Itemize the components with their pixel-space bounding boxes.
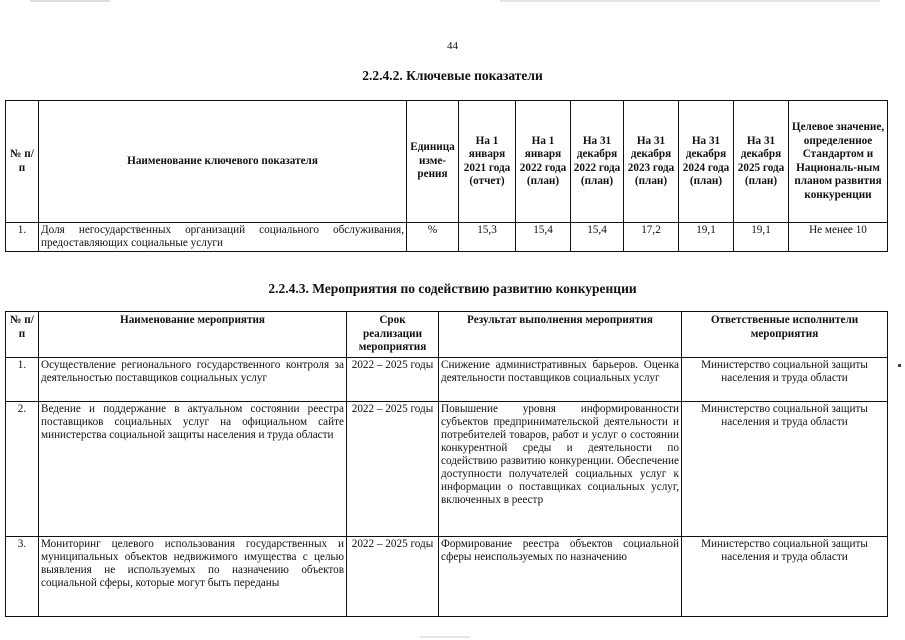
kpi-row-target: Не менее 10 [789, 223, 888, 252]
events-row-name: Осуществление регионального государственного контроля за деятельностью поставщиков социальных услуг [39, 358, 347, 402]
events-header-row [6, 312, 888, 358]
kpi-row-2022-jan: 15,4 [516, 223, 571, 252]
events-row-term: 2022 – 2025 годы [347, 402, 439, 537]
kpi-col-2025: На 31 декабря 2025 года (план) [734, 101, 789, 223]
kpi-row-2021: 15,3 [459, 223, 516, 252]
events-col-num: № п/п [6, 312, 39, 358]
events-row [6, 537, 888, 617]
kpi-row-name: Доля негосударственных организаций социального обслуживания, предоставляющих социальные услуги [39, 223, 407, 252]
events-row [6, 358, 888, 402]
kpi-section-heading: 2.2.4.2. Ключевые показатели [362, 68, 543, 83]
events-row-result: Повышение уровня информированности субъектов предпринимательской деятельности и потребителей товаров, работ и услуг о состоянии конкурентной среды и деятельности по содействию развитию конкуренции. Обеспечение доступности получателей социальных услуг к информации о поставщиках социальных услуг, включенных в реестр [439, 402, 682, 537]
kpi-header-row [6, 101, 888, 223]
events-section-heading: 2.2.4.3. Мероприятия по содействию развитию конкуренции [268, 281, 637, 296]
events-row-name: Мониторинг целевого использования государственных и муниципальных объектов недвижимого имущества с целью выявления не используемых по назначению объектов социальной сферы, которые могут быть переданы [39, 537, 347, 617]
events-row-result: Формирование реестра объектов социальной сферы неиспользуемых по назначению [439, 537, 682, 617]
events-row-num: 1. [6, 358, 39, 402]
events-col-name: Наименование мероприятия [39, 312, 347, 358]
kpi-col-unit: Единица изме-рения [407, 101, 459, 223]
events-col-term: Срок реализации мероприятия [347, 312, 439, 358]
events-row-responsible: Министерство социальной защиты населения и труда области [682, 358, 888, 402]
kpi-col-name: Наименование ключевого показателя [39, 101, 407, 223]
kpi-row [6, 223, 888, 252]
events-row-result: Снижение административных барьеров. Оценка деятельности поставщиков социальных услуг [439, 358, 682, 402]
events-row-responsible: Министерство социальной защиты населения и труда области [682, 537, 888, 617]
kpi-row-2023: 17,2 [624, 223, 679, 252]
events-row-name: Ведение и поддержание в актуальном состоянии реестра поставщиков социальных услуг на официальном сайте министерства социальной защиты населения и труда области [39, 402, 347, 537]
kpi-row-2022-dec: 15,4 [571, 223, 624, 252]
events-col-result: Результат выполнения мероприятия [439, 312, 682, 358]
kpi-col-target: Целевое значение, определенное Стандартом и Националь-ным планом развития конкуренции [789, 101, 888, 223]
events-col-responsible: Ответственные исполнители мероприятия [682, 312, 888, 358]
scan-artifact-side [898, 364, 901, 367]
kpi-col-2021: На 1 января 2021 года (отчет) [459, 101, 516, 223]
scan-artifact-bottom [0, 634, 905, 640]
events-row [6, 402, 888, 537]
kpi-row-2024: 19,1 [679, 223, 734, 252]
events-table [5, 311, 888, 617]
events-row-num: 3. [6, 537, 39, 617]
kpi-table [5, 100, 888, 252]
events-row-num: 2. [6, 402, 39, 537]
scan-artifact-top [0, 0, 905, 6]
page-number: 44 [447, 40, 458, 52]
kpi-row-unit: % [407, 223, 459, 252]
events-row-term: 2022 – 2025 годы [347, 537, 439, 617]
kpi-col-num: № п/п [6, 101, 39, 223]
kpi-col-2024: На 31 декабря 2024 года (план) [679, 101, 734, 223]
events-row-responsible: Министерство социальной защиты населения и труда области [682, 402, 888, 537]
kpi-row-num: 1. [6, 223, 39, 252]
events-row-term: 2022 – 2025 годы [347, 358, 439, 402]
kpi-row-2025: 19,1 [734, 223, 789, 252]
kpi-col-2022-jan: На 1 января 2022 года (план) [516, 101, 571, 223]
kpi-col-2023: На 31 декабря 2023 года (план) [624, 101, 679, 223]
kpi-col-2022-dec: На 31 декабря 2022 года (план) [571, 101, 624, 223]
